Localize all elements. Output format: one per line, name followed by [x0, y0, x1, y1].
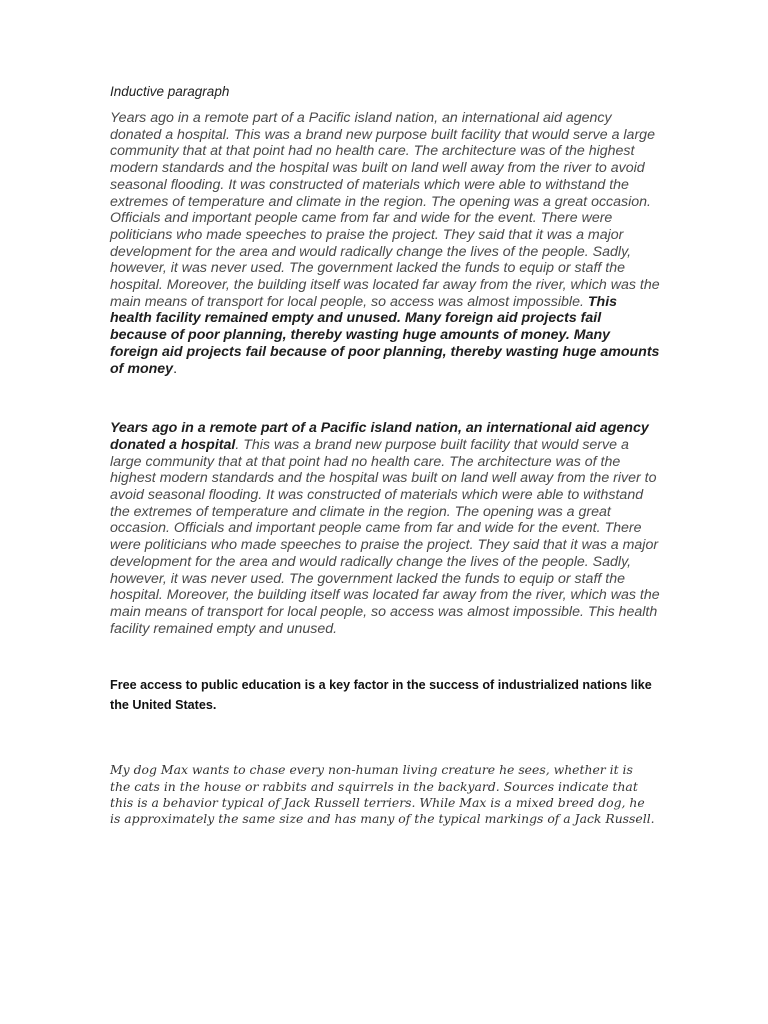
paragraph-body: . This was a brand new purpose built facility that would serve a large community that at that point had no health care. The architecture was of the highest modern standards and the hospital was built on land well away from the river to avoid seasonal flooding. It was constructed of materials which were able to withstand the extremes of temperature and climate in the region. The opening was a great occasion. Officials and important people came from far and wide for the event. There were politicians who made speeches to praise the project. They said that it was a major development for the area and would radically change the lives of the people. Sadly, however, it was never used. The government lacked the funds to equip or staff the hospital. Moreover, the building itself was located far away from the river, which was the main means of transport for local people, so access was almost impossible. This health facility remained empty and unused.: [110, 436, 660, 637]
paragraph-topic-sentence: Years ago in a remote part of a Pacific island nation, an international aid agency donated a hospital: [110, 420, 649, 453]
thesis-statement: Free access to public education is a key factor in the success of industrialized nations like the United States.: [110, 678, 652, 713]
deductive-paragraph: [110, 420, 660, 637]
inductive-paragraph: [110, 110, 660, 377]
document-page: [110, 84, 660, 827]
paragraph-end: .: [173, 360, 178, 377]
paragraph-body: Years ago in a remote part of a Pacific island nation, an international aid agency donated a hospital. This was a brand new purpose built facility that would serve a large community that at that point had no health care. The architecture was of the highest modern standards and the hospital was built on land well away from the river to avoid seasonal flooding. It was constructed of materials which were able to withstand the extremes of temperature and climate in the region. The opening was a great occasion. Officials and important people came from far and wide for the event. There were politicians who made speeches to praise the project. They said that it was a major development for the area and would radically change the lives of the people. Sadly, however, it was never used. The government lacked the funds to equip or staff the hospital. Moreover, the building itself was located far away from the river, which was the main means of transport for local people, so access was almost impossible.: [110, 110, 660, 310]
dog-paragraph: My dog Max wants to chase every non-human living creature he sees, whether it is the cats in the house or rabbits and squirrels in the backyard. Sources indicate that this is a behavior typical of Jack Russell terriers. While Max is a mixed breed dog, he is approximately the same size and has many of the typical markings of a Jack Russell.: [110, 762, 655, 826]
document-heading: Inductive paragraph: [110, 84, 230, 99]
paragraph-conclusion: This health facility remained empty and unused. Many foreign aid projects fail because of poor planning, thereby wasting huge amounts of money. Many foreign aid projects fail because of poor planning, thereby wasting huge amounts of money: [110, 293, 660, 377]
